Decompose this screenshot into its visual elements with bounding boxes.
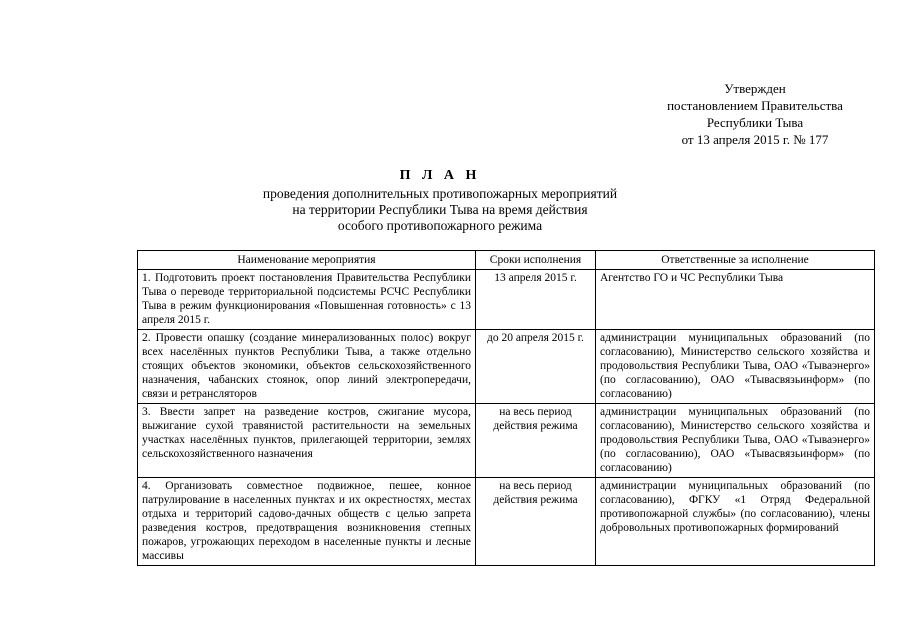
approval-stamp [640, 80, 870, 148]
document-subtitle-line-1: проведения дополнительных противопожарных мероприятий [262, 186, 618, 201]
row-activity: 4. Организовать совместное подвижное, пешее, конное патрулирование в населенных пунктах и их окрестностях, местах отдыха и территорий садово-дачных обществ с целью запрета разведения костров, предотвращения возникновения степных пожаров, угрожающих переходом в населенные пункты и лесные массивы [138, 478, 476, 566]
table-row [138, 478, 875, 566]
approval-line-1: Утвержден [724, 81, 786, 96]
table-row [138, 330, 875, 404]
row-responsible: Агентство ГО и ЧС Республики Тыва [596, 270, 875, 330]
row-term: на весь период действия режима [476, 478, 596, 566]
table-header-row [138, 251, 875, 270]
document-title: П Л А Н [399, 168, 481, 183]
document-subtitle-line-3: особого противопожарного режима [337, 218, 543, 233]
row-activity: 2. Провести опашку (создание минерализованных полос) вокруг всех населённых пунктов Республики Тыва, а также отдельно стоящих объектов экономики, объектов сельскохозяйственного назначения, чабанских стоянок, опор линий электропередачи, связи и ретрансляторов [138, 330, 476, 404]
row-activity: 3. Ввести запрет на разведение костров, сжигание мусора, выжигание сухой травянистой растительности на земельных участках населённых пунктов, прилегающей территории, землях сельскохозяйственного назначения [138, 404, 476, 478]
table-row [138, 270, 875, 330]
header-term: Сроки исполнения [476, 251, 596, 270]
document-subtitle-line-2: на территории Республики Тыва на время действия [292, 202, 588, 217]
header-responsible: Ответственные за исполнение [596, 251, 875, 270]
approval-line-4: от 13 апреля 2015 г. № 177 [681, 132, 829, 147]
plan-table [137, 250, 875, 566]
row-term: 13 апреля 2015 г. [476, 270, 596, 330]
row-responsible: администрации муниципальных образований (по согласованию), Министерство сельского хозяйства и продовольствия Республики Тыва, ОАО «Тываэнерго» (по согласованию), ОАО «Тывасвязьинформ» (по согласованию) [596, 330, 875, 404]
header-activity: Наименование мероприятия [138, 251, 476, 270]
approval-line-3: Республики Тыва [706, 115, 804, 130]
document-heading [190, 168, 690, 234]
row-responsible: администрации муниципальных образований (по согласованию), ФГКУ «1 Отряд Федеральной противопожарной службы» (по согласованию), члены добровольных противопожарных формирований [596, 478, 875, 566]
approval-line-2: постановлением Правительства [667, 98, 843, 113]
row-term: на весь период действия режима [476, 404, 596, 478]
row-activity: 1. Подготовить проект постановления Правительства Республики Тыва о переводе территориальной подсистемы РСЧС Республики Тыва в режим функционирования «Повышенная готовность» с 13 апреля 2015 г. [138, 270, 476, 330]
table-row [138, 404, 875, 478]
row-responsible: администрации муниципальных образований (по согласованию), Министерство сельского хозяйства и продовольствия Республики Тыва, ОАО «Тываэнерго» (по согласованию), ОАО «Тывасвязьинформ» (по согласованию) [596, 404, 875, 478]
row-term: до 20 апреля 2015 г. [476, 330, 596, 404]
